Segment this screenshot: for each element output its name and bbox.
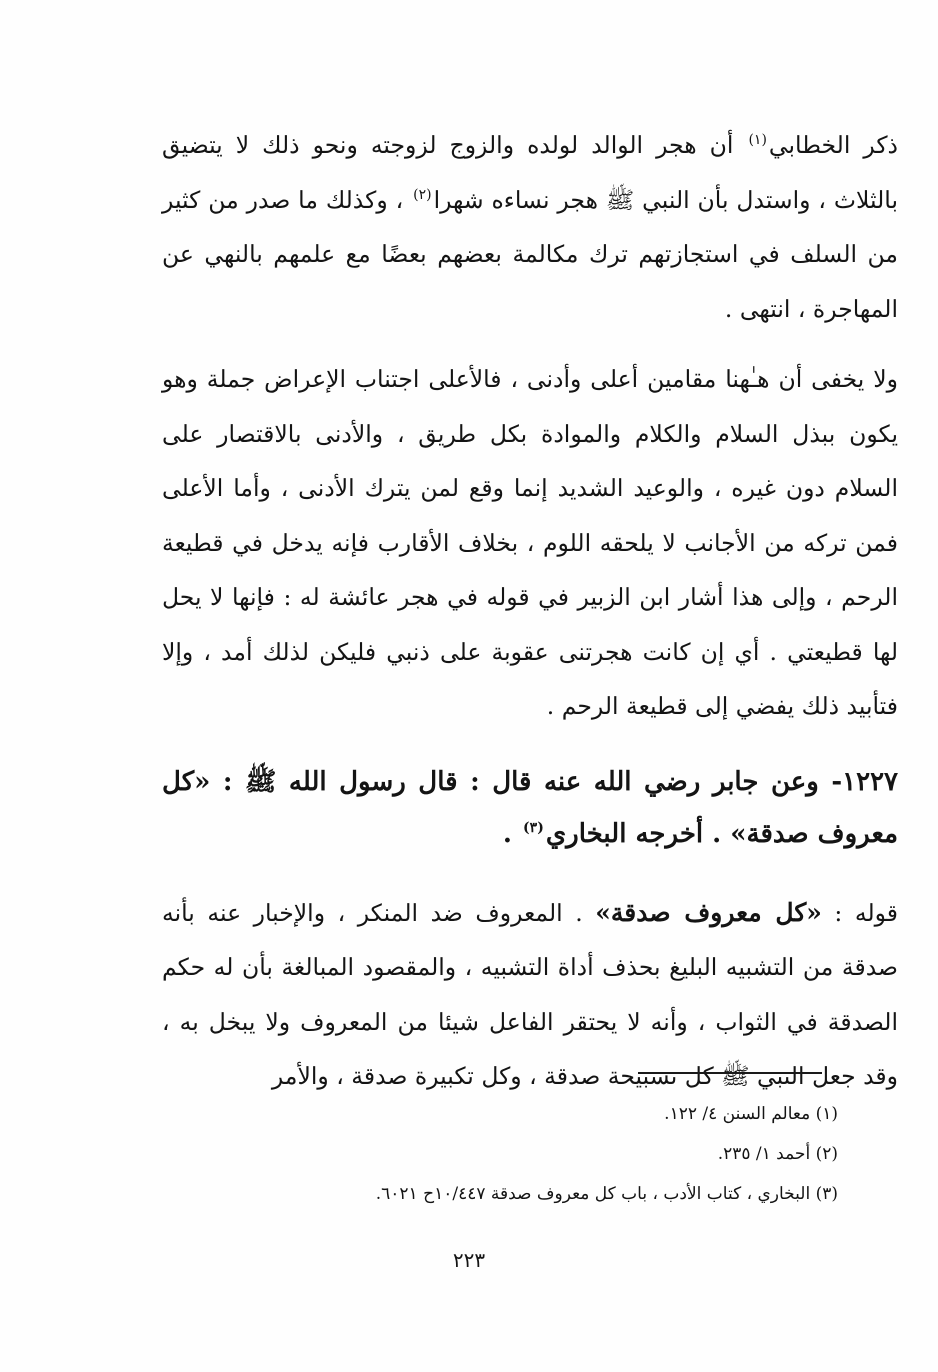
hadith-end: . (502, 818, 522, 849)
hadith-heading (162, 756, 898, 860)
paragraph-1-part3: ، وكذلك ما صدر من كثير من السلف في استجازتهم ترك مكالمة بعضهم بعضًا مع علمهم بالنهي عن المهاجرة ، انتهى . (162, 185, 898, 323)
paragraph-3-quote: «كل معروف صدقة» (595, 897, 822, 927)
page-number: ٢٢٣ (452, 1248, 486, 1272)
footnote-divider (638, 1072, 822, 1074)
paragraph-3-rest: . المعروف ضد المنكر ، والإخبار عنه بأنه صدقة من التشبيه البليغ بحذف أداة التشبيه ، والمقصود المبالغة بأن له حكم الصدقة في الثواب ، وأنه لا يحتقر الفاعل شيئا من المعروف ولا يبخل به ، وقد جعل النبي ﷺ كل تسبيحة صدقة ، وكل تكبيرة صدقة ، والأمر (162, 898, 898, 1090)
paragraph-1 (162, 118, 898, 336)
footnote-ref-2[interactable]: (٢) (413, 186, 432, 203)
paragraph-3 (162, 886, 898, 1104)
paragraph-3-lead: قوله : (821, 898, 898, 927)
main-text (162, 118, 898, 1104)
footnote-ref-3[interactable]: (٣) (523, 819, 544, 836)
paragraph-1-part2: أن هجر الوالد لولده والزوج لزوجته ونحو ذلك لا يتضيق بالثلاث ، واستدل بأن النبي ﷺ هجر نساءه شهرا (162, 131, 898, 214)
hadith-text: ١٢٢٧- وعن جابر رضي الله عنه قال : قال رسول الله ﷺ : «كل معروف صدقة» . أخرجه البخاري (162, 766, 898, 849)
paragraph-1-part1: ذكر الخطابي (768, 131, 898, 159)
footnote-ref-1[interactable]: (١) (748, 132, 767, 149)
footnotes (162, 1094, 838, 1214)
footnote-3: (٣) البخاري ، كتاب الأدب ، باب كل معروف صدقة ١٠/٤٤٧ح ٦٠٢١. (375, 1184, 838, 1204)
paragraph-2: ولا يخفى أن هـٰهنا مقامين أعلى وأدنى ، فالأعلى اجتناب الإعراض جملة وهو يكون ببذل السلام والكلام والموادة بكل طريق ، والأدنى بالاقتصار على السلام دون غيره ، والوعيد الشديد إنما وقع لمن يترك الأدنى ، وأما الأعلى فمن تركه من الأجانب لا يلحقه اللوم ، بخلاف الأقارب فإنه يدخل في قطيعة الرحم ، وإلى هذا أشار ابن الزبير في قوله في هجر عائشة له : فإنها لا يحل لها قطيعتي . أي إن كانت هجرتنى عقوبة على ذنبي فليكن لذلك أمد ، وإلا فتأبيد ذلك يفضي إلى قطيعة الرحم . (162, 365, 898, 720)
footnote-2: (٢) أحمد ١/ ٢٣٥. (717, 1144, 838, 1164)
footnote-1: (١) معالم السنن ٤/ ١٢٢. (664, 1104, 838, 1124)
